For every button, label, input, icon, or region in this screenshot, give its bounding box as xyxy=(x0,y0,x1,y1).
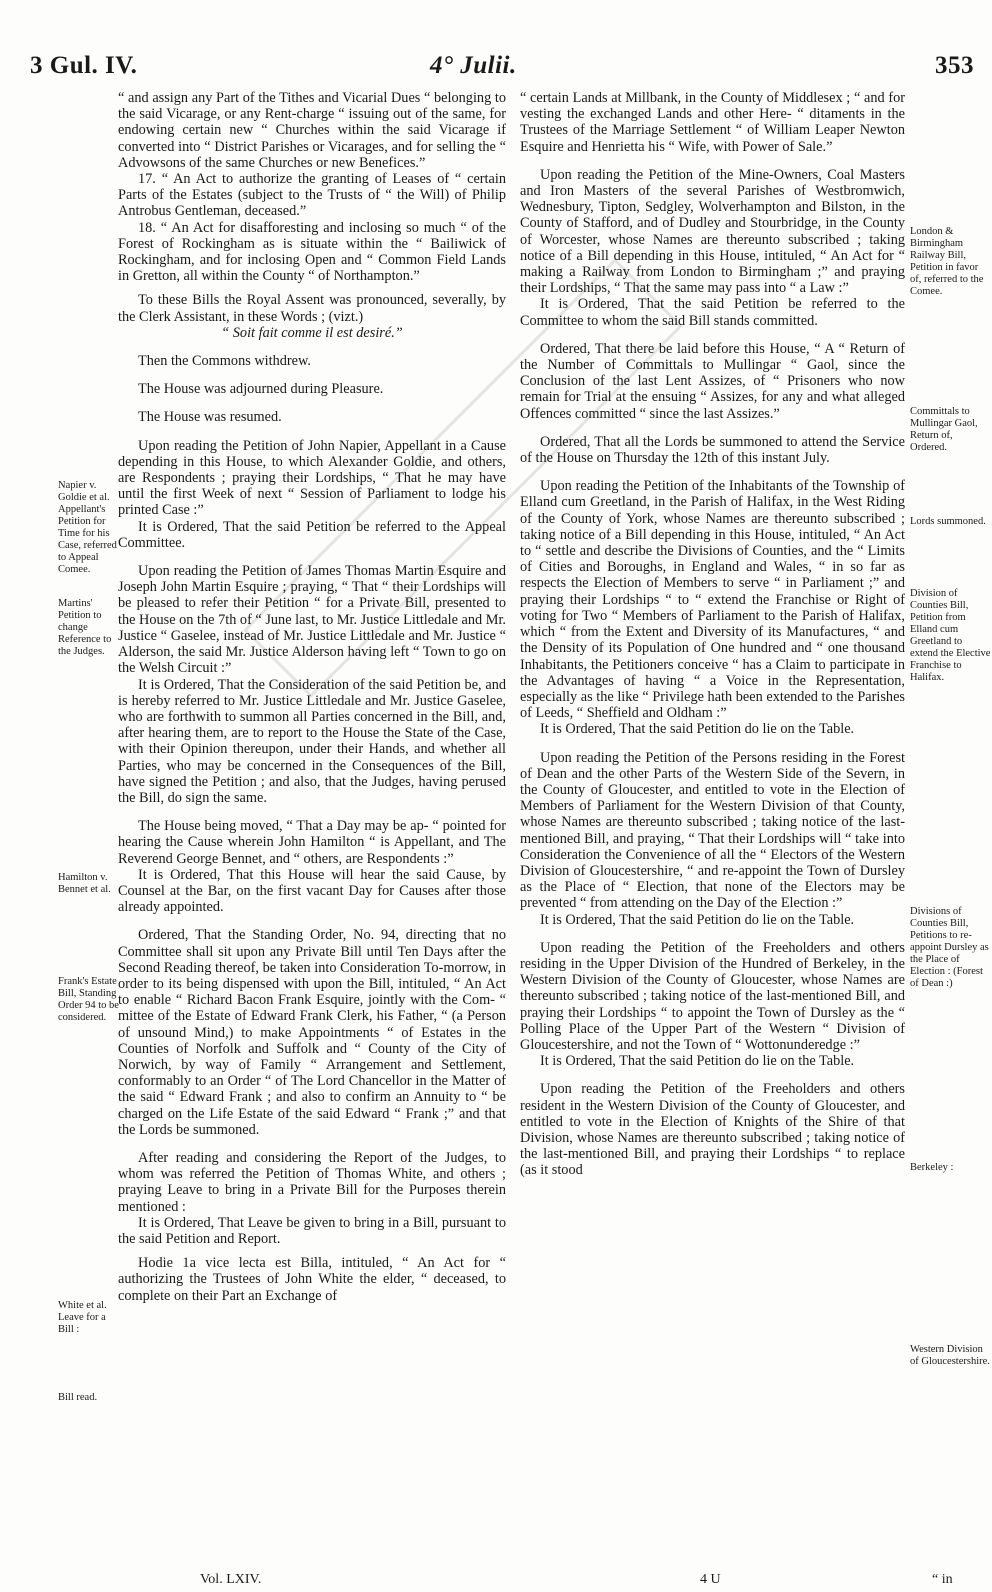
paragraph: To these Bills the Royal Assent was pronounced, severally, by the Clerk Assistant, in these Words ; (vizt.) xyxy=(118,292,506,325)
margin-note: Berkeley : xyxy=(910,1162,954,1173)
paragraph: Upon reading the Petition of the Freeholders and others resident in the Western Division of the County of Gloucester, and entitled to vote in the Election of Knights of the Shire of that Division, whose Names are thereunto subscribed ; taking notice of the last-mentioned Bill, and praying their Lordships “ to replace (as it stood xyxy=(520,1081,905,1179)
paragraph: It is Ordered, That the said Petition be referred to the Committee to whom the said Bill stands committed. xyxy=(520,296,905,329)
paragraph: It is Ordered, That Leave be given to bring in a Bill, pursuant to the said Petition and Report. xyxy=(118,1214,506,1247)
catchword: “ in xyxy=(932,1572,953,1587)
royal-assent-words: “ Soit fait comme il est desiré.” xyxy=(221,324,403,341)
paragraph: Upon reading the Petition of John Napier, Appellant in a Cause depending in this House, to which Alexander Goldie, and others, are Respondents ; praying their Lordships, “ That he may have until the first Week of next “ Session of Parliament to lodge his printed Case :” xyxy=(118,437,506,519)
page-number: 353 xyxy=(935,52,974,79)
paragraph: It is Ordered, That the said Petition do lie on the Table. xyxy=(540,721,855,738)
margin-note: London & Birmingham Railway Bill, Petition in favor of, referred to the Comee. xyxy=(910,226,984,297)
paragraph: 17. “ An Act to authorize the granting of Leases of “ certain Parts of the Estates (subject to the Trusts of “ the Will) of Philip Antrobus Gentleman, deceased.” xyxy=(118,171,506,220)
date-heading: 4° Julii. xyxy=(430,52,517,79)
paragraph: It is Ordered, That this House will hear the said Cause, by Counsel at the Bar, on the first vacant Day for Causes after those already appointed. xyxy=(118,866,506,916)
left-column xyxy=(118,90,506,1304)
paragraph: After reading and considering the Report of the Judges, to whom was referred the Petition of Thomas White, and others ; praying Leave to bring in a Private Bill for the Purposes therein mentioned : xyxy=(118,1149,506,1215)
regnal-year: 3 Gul. IV. xyxy=(30,52,138,79)
margin-note: Napier v. Goldie et al. Appellant's Petition for Time for his Case, referred to Appeal Comee. xyxy=(58,480,117,575)
paragraph: Ordered, That there be laid before this House, “ A “ Return of the Number of Committals to Mullingar “ Gaol, since the Conclusion of the last Lent Assizes, of “ Prisoners who now remain for Trial at the ensuing “ Assizes, for any and what alleged Offences committed “ since the last Assizes.” xyxy=(520,340,905,422)
margin-note: White et al. Leave for a Bill : xyxy=(58,1300,107,1335)
paragraph: Upon reading the Petition of the Freeholders and others residing in the Upper Division of the Hundred of Berkeley, in the Western Division of the County of Gloucester, whose Names are thereunto subscribed ; taking notice of the last-mentioned Bill, and praying their Lordships “ to appoint the Town of Dursley as the “ Polling Place of the Upper Part of the Western “ Division of Gloucestershire, and not the Town of “ Wottonunderedge :” xyxy=(520,939,905,1053)
margin-note: Martins' Petition to change Reference to the Judges. xyxy=(58,598,112,657)
paragraph: It is Ordered, That the said Petition be referred to the Appeal Committee. xyxy=(118,518,506,551)
paragraph: It is Ordered, That the said Petition do lie on the Table. xyxy=(540,1053,855,1070)
paragraph: Upon reading the Petition of James Thomas Martin Esquire and Joseph John Martin Esquire ; praying, “ That “ their Lordships will be pleased to refer their Petition “ for a Private Bill, presented to the House on the 7th of “ June last, to Mr. Justice Littledale and Mr. Justice “ Gaselee, instead of Mr. Justice Littledale and Mr. Justice “ Alderson, the said Mr. Justice Alderson having left “ Town to go on the Welsh Circuit :” xyxy=(118,563,506,677)
right-column xyxy=(520,90,905,1179)
paragraph: Upon reading the Petition of the Persons residing in the Forest of Dean and the other Parts of the Western Side of the Severn, in the County of Gloucester, and entitled to vote in the Election of Members of Parliament for the Western Division of that County, whose Names are thereunto subscribed ; taking notice of the last-mentioned Bill, and praying, “ That their Lordships will “ take into Consideration the Convenience of all the “ Electors of the Western Division of Gloucestershire, “ and re-appoint the Town of Dursley as the Place of “ Election, that none of the Electors may be prevented “ from attending on the Day of the Election :” xyxy=(520,749,905,912)
paragraph: The House being moved, “ That a Day may be ap- “ pointed for hearing the Cause wherein John Hamilton “ is Appellant, and The Reverend George Bennet, and “ others, are Respondents :” xyxy=(118,818,506,867)
margin-note: Hamilton v. Bennet et al. xyxy=(58,872,111,895)
margin-note: Divisions of Counties Bill, Petitions to re-appoint Dursley as the Place of Election : (Forest of Dean :) xyxy=(910,906,989,989)
signature-mark: 4 U xyxy=(700,1572,721,1587)
margin-note: Lords summoned. xyxy=(910,516,986,527)
paragraph: The House was resumed. xyxy=(138,409,282,426)
volume-label: Vol. LXIV. xyxy=(200,1572,262,1587)
paragraph: Ordered, That all the Lords be summoned to attend the Service of the House on Thursday the 12th of this instant July. xyxy=(520,433,905,467)
paragraph: 18. “ An Act for disafforesting and inclosing so much “ of the Forest of Rockingham as is situate within the “ Bailiwick of Rockingham, and for inclosing Open and “ Common Field Lands in Gretton, all within the County “ of Northampton.” xyxy=(118,219,506,285)
paragraph: “ certain Lands at Millbank, in the County of Middlesex ; “ and for vesting the exchanged Lands and other Here- “ ditaments in the Trustees of the Marriage Settlement “ of William Leaper Newton Esquire and Henrietta his “ Wife, with Power of Sale.” xyxy=(520,90,905,155)
paragraph: It is Ordered, That the Consideration of the said Petition be, and is hereby referred to Mr. Justice Littledale and Mr. Justice Gaselee, who are forthwith to summon all Parties concerned in the Bill, and, after hearing them, are to report to the House the State of the Case, with their Opinion thereupon, under their Hands, and whether all Parties, who may be concerned in the Consequences of the Bill, have signed the Petition ; and also, that the Judges, having perused the Bill, do sign the same. xyxy=(118,676,506,806)
paragraph: Upon reading the Petition of the Inhabitants of the Township of Elland cum Greetland, in the Parish of Halifax, in the West Riding of the County of York, whose Names are thereunto subscribed ; taking notice of a Bill depending in this House, intituled, “ An Act to “ settle and describe the Divisions of Counties, and the “ Limits of Cities and Boroughs, in England and Wales, “ in so far as respects the Election of Members to serve “ in Parliament ;” and praying their Lordships “ to “ extend the Franchise or Right of voting for Two “ Members of Parliament to the Parish of Halifax, which “ from the Extent and Diversity of its Manufactures, “ and the Density of its Population of One hundred and “ one thousand Inhabitants, the Petitioners conceive “ has a Claim to participate in the Advantages of having “ a Voice in the Representation, especially as the like “ Privilege hath been extended to the Parishes of Leeds, “ Sheffield and Oldham :” xyxy=(520,478,905,722)
paragraph: The House was adjourned during Pleasure. xyxy=(138,381,384,398)
paragraph: Hodie 1a vice lecta est Billa, intituled, “ An Act for “ authorizing the Trustees of John White the elder, “ deceased, to complete on their Part an Exchange of xyxy=(118,1255,506,1304)
margin-note: Frank's Estate Bill, Standing Order 94 to be considered. xyxy=(58,976,119,1023)
paragraph: Then the Commons withdrew. xyxy=(138,353,311,370)
page-header xyxy=(0,52,992,92)
margin-note: Committals to Mullingar Gaol, Return of, Ordered. xyxy=(910,406,978,453)
margin-note: Division of Counties Bill, Petition from Elland cum Greetland to extend the Elective Franchise to Halifax. xyxy=(910,588,991,683)
paragraph: Ordered, That the Standing Order, No. 94, directing that no Committee shall sit upon any Private Bill until Ten Days after the Second Reading thereof, be taken into Consideration To-morrow, in order to its being dispensed with upon the Bill, intituled, “ An Act to enable “ Richard Bacon Frank Esquire, jointly with the Com- “ mittee of the Estate of Edward Frank Clerk, his Father, “ (a Person of unsound Mind,) to make Appointments “ of Estates in the Counties of Norfolk and Suffolk and “ County of the City of Norwich, by way of Family “ Arrangement and Settlement, conformably to an Order “ of The Lord Chancellor in the Matter of the said “ Edward Frank ; and also to confirm an Annuity to “ be charged on the Life Estate of the said Edward “ Frank ;” and that the Lords be summoned. xyxy=(118,927,506,1138)
paragraph: “ and assign any Part of the Tithes and Vicarial Dues “ belonging to the said Vicarage, or any Rent-charge “ issuing out of the same, for endowing certain new “ Churches within the said Vicarage if converted into “ District Parishes or Vicarages, and for selling the “ Advowsons of the same Churches or new Benefices.” xyxy=(118,90,506,171)
margin-note: Bill read. xyxy=(58,1392,98,1403)
paragraph: Upon reading the Petition of the Mine-Owners, Coal Masters and Iron Masters of the several Parishes of Westbromwich, Wednesbury, Tipton, Sedgley, Wolverhampton and Bilston, in the County of Stafford, and of Dudley and Stourbridge, in the County of Worcester, whose Names are thereunto subscribed ; taking notice of a Bill depending in this House, intituled, “ An Act for “ making a Railway from London to Birmingham ;” and praying their Lordships, “ That the same may pass into “ a Law :” xyxy=(520,166,905,297)
margin-note: Western Division of Gloucestershire. xyxy=(910,1344,990,1367)
paragraph: It is Ordered, That the said Petition do lie on the Table. xyxy=(540,911,855,928)
